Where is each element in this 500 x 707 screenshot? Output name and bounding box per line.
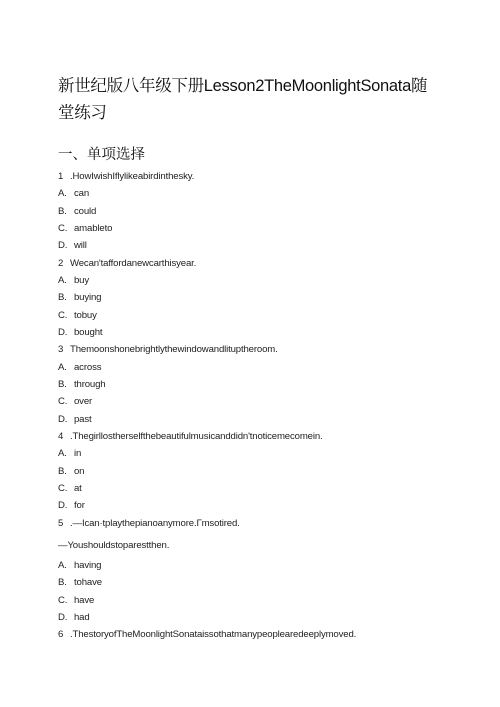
option-c: C. have [58, 595, 95, 606]
option-d: D. had [58, 612, 90, 623]
option-c: C. tobuy [58, 310, 97, 321]
option-c: C. amableto [58, 223, 113, 234]
option-b: B. through [58, 379, 106, 390]
option-a: A. across [58, 362, 102, 373]
option-d: D. will [58, 240, 87, 251]
option-b: B. tohave [58, 577, 102, 588]
option-a: A. having [58, 560, 102, 571]
question-1: 1 .HowIwishIflylikeabirdinthesky. [58, 171, 195, 182]
option-b: B. buying [58, 292, 102, 303]
question-4: 4 .Thegirllostherselfthebeautifulmusicanddidn'tnoticemecomein. [58, 431, 323, 442]
option-a: A. in [58, 448, 82, 459]
option-b: B. on [58, 466, 85, 477]
option-b: B. could [58, 206, 97, 217]
question-6: 6 .ThestoryofTheMoonlightSonataissothatmanypeoplearedeeplymoved. [58, 629, 357, 640]
question-5-reply: —Youshouldstoparestthen. [58, 540, 170, 551]
question-3: 3 Themoonshonebrightlythewindowandlituptheroom. [58, 344, 278, 355]
option-d: D. for [58, 500, 85, 511]
option-c: C. at [58, 483, 82, 494]
option-a: A. can [58, 188, 90, 199]
option-d: D. bought [58, 327, 103, 338]
option-c: C. over [58, 396, 93, 407]
question-2: 2 Wecan'taffordanewcarthisyear. [58, 258, 197, 269]
option-d: D. past [58, 414, 92, 425]
document-title: 新世纪版八年级下册Lesson2TheMoonlightSonata随堂练习 [58, 77, 428, 122]
section-heading: 一、单项选择 [58, 147, 145, 163]
question-5: 5 .—Ican·tplaythepianoanymore.Γmsotired. [58, 518, 240, 529]
option-a: A. buy [58, 275, 90, 286]
